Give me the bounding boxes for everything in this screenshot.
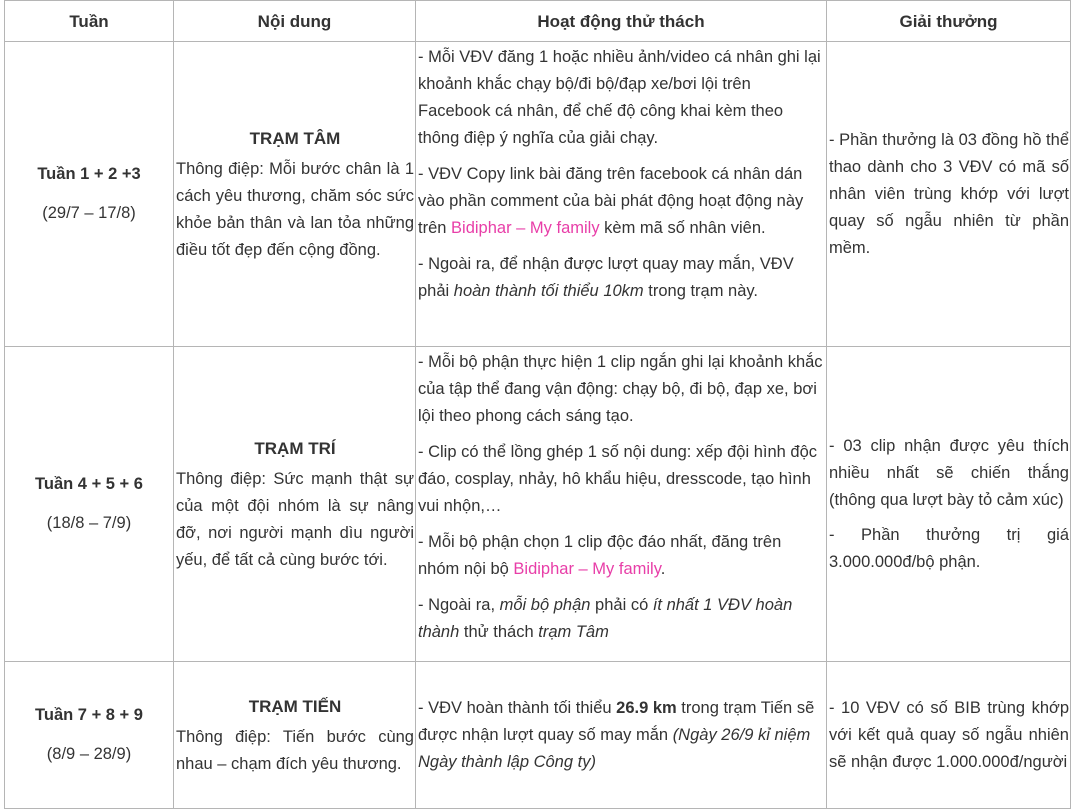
week-range: (29/7 – 17/8) — [42, 204, 136, 222]
activity-item: - Mỗi bộ phận chọn 1 clip độc đáo nhất, đăng trên nhóm nội bộ Bidiphar – My family. — [418, 533, 782, 578]
activity-item: - VĐV Copy link bài đăng trên facebook cá nhân dán vào phần comment của bài phát động hoạt động này trên Bidiphar – My family kèm mã số nhân viên. — [418, 165, 804, 237]
header-prize: Giải thưởng — [827, 1, 1071, 42]
prize-cell — [827, 42, 1071, 347]
week-title: Tuần 7 + 8 + 9 — [35, 706, 143, 724]
activity-item: - Mỗi bộ phận thực hiện 1 clip ngắn ghi lại khoảnh khắc của tập thể đang vận động: chạy bộ, đi bộ, đạp xe, bơi lội theo phong cách sáng tạo. — [418, 353, 823, 425]
header-content: Nội dung — [174, 1, 416, 42]
header-row — [5, 1, 1071, 42]
activity-item: - VĐV hoàn thành tối thiểu 26.9 km trong trạm Tiến sẽ được nhận lượt quay số may mắn (Ngày 26/9 kỉ niệm Ngày thành lập Công ty) — [418, 698, 815, 771]
activities-cell — [416, 347, 827, 662]
week-cell — [5, 347, 174, 662]
station-title: TRẠM TIẾN — [248, 696, 342, 716]
bidiphar-family-link[interactable]: Bidiphar – My family — [451, 219, 600, 237]
week-title: Tuần 1 + 2 +3 — [37, 165, 141, 183]
station-title: TRẠM TÂM — [249, 128, 341, 148]
challenge-schedule-table — [4, 0, 1071, 809]
prize-text: - 03 clip nhận được yêu thích nhiều nhất sẽ chiến thắng (thông qua lượt bày tỏ cảm xúc) — [829, 436, 1069, 509]
header-week: Tuần — [5, 1, 174, 42]
bidiphar-family-link[interactable]: Bidiphar – My family — [513, 560, 661, 578]
prize-cell — [827, 347, 1071, 662]
table-row — [5, 347, 1071, 662]
activity-item: - Ngoài ra, mỗi bộ phận phải có ít nhất 1 VĐV hoàn thành thử thách trạm Tâm — [418, 596, 793, 641]
week-title: Tuần 4 + 5 + 6 — [35, 475, 143, 493]
week-range: (8/9 – 28/9) — [46, 745, 132, 763]
prize-text: - Phần thưởng trị giá 3.000.000đ/bộ phận. — [829, 525, 1069, 571]
prize-text: - 10 VĐV có số BIB trùng khớp với kết quả quay số ngẫu nhiên sẽ nhận được 1.000.000đ/người — [829, 698, 1069, 771]
content-cell — [174, 347, 416, 662]
week-cell — [5, 662, 174, 809]
station-message: Thông điệp: Mỗi bước chân là 1 cách yêu thương, chăm sóc sức khỏe bản thân và lan tỏa những điều tốt đẹp đến cộng đồng. — [176, 159, 414, 259]
activities-cell — [416, 662, 827, 809]
content-cell — [174, 662, 416, 809]
table-row — [5, 42, 1071, 347]
week-cell — [5, 42, 174, 347]
table-row — [5, 662, 1071, 809]
header-activities: Hoạt động thử thách — [416, 1, 827, 42]
station-message: Thông điệp: Sức mạnh thật sự của một đội nhóm là sự nâng đỡ, nơi người mạnh dìu người yếu, để tất cả cùng bước tới. — [176, 469, 414, 569]
prize-cell — [827, 662, 1071, 809]
station-title: TRẠM TRÍ — [254, 438, 336, 458]
week-range: (18/8 – 7/9) — [46, 514, 132, 532]
activity-item: - Ngoài ra, để nhận được lượt quay may mắn, VĐV phải hoàn thành tối thiểu 10km trong trạm này. — [418, 255, 794, 300]
activities-cell — [416, 42, 827, 347]
activity-item: - Mỗi VĐV đăng 1 hoặc nhiều ảnh/video cá nhân ghi lại khoảnh khắc chạy bộ/đi bộ/đạp xe/bơi lội trên Facebook cá nhân, để chế độ công khai kèm theo thông điệp ý nghĩa của giải chạy. — [418, 48, 821, 147]
content-cell — [174, 42, 416, 347]
prize-text: - Phần thưởng là 03 đồng hồ thể thao dành cho 3 VĐV có mã số nhân viên trùng khớp với lượt quay số ngẫu nhiên từ phần mềm. — [829, 130, 1069, 257]
activity-item: - Clip có thể lồng ghép 1 số nội dung: xếp đội hình độc đáo, cosplay, nhảy, hô khẩu hiệu, dresscode, tạo hình vui nhộn,… — [418, 443, 818, 515]
station-message: Thông điệp: Tiến bước cùng nhau – chạm đích yêu thương. — [176, 727, 414, 773]
